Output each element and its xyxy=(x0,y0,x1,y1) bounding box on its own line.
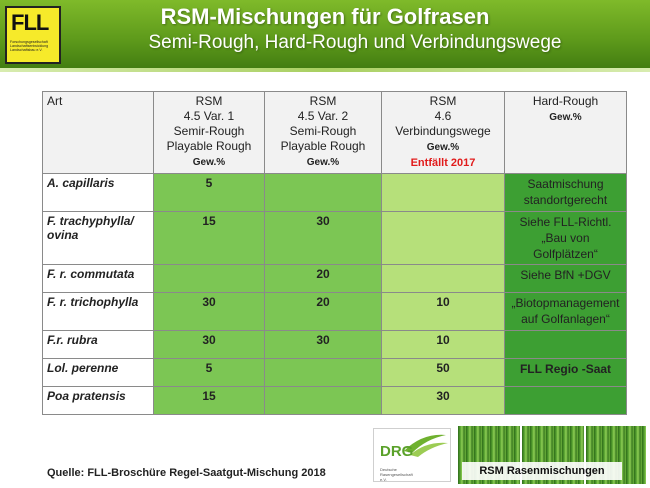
table-row xyxy=(43,265,627,293)
column-header-art: Art xyxy=(43,92,154,174)
species-name: F. r. trichophylla xyxy=(43,293,154,331)
value-cell: 5 xyxy=(154,174,265,212)
table-header-row xyxy=(43,92,627,174)
column-header-hard-rough: Hard-Rough Gew.% xyxy=(505,92,627,174)
column-header-rsm-4-5-var-2: RSM 4.5 Var. 2 Semi-Rough Playable Rough Gew.% xyxy=(265,92,382,174)
value-cell: 20 xyxy=(265,293,382,331)
hard-rough-cell: FLL Regio -Saat xyxy=(505,359,627,387)
table-row xyxy=(43,174,627,212)
value-cell xyxy=(154,265,265,293)
value-cell: 50 xyxy=(382,359,505,387)
drg-logo-text: Deutsche Rasengesellschaft e.V. xyxy=(380,467,413,482)
value-cell xyxy=(265,387,382,415)
drg-logo xyxy=(373,428,451,482)
value-cell: 10 xyxy=(382,293,505,331)
value-cell: 10 xyxy=(382,331,505,359)
value-cell xyxy=(265,359,382,387)
value-cell xyxy=(382,265,505,293)
table-row xyxy=(43,212,627,265)
fll-logo-mark: FLL xyxy=(11,10,49,35)
table-row xyxy=(43,331,627,359)
value-cell: 30 xyxy=(154,293,265,331)
page-title: RSM-Mischungen für Golfrasen xyxy=(160,4,490,29)
value-cell: 20 xyxy=(265,265,382,293)
species-name: F. trachyphylla/ ovina xyxy=(43,212,154,265)
mixture-table xyxy=(42,91,627,415)
species-name: Poa pratensis xyxy=(43,387,154,415)
column-header-rsm-4-6: RSM 4.6 Verbindungswege Gew.% Entfällt 2017 xyxy=(382,92,505,174)
value-cell: 30 xyxy=(382,387,505,415)
page-subtitle: Semi-Rough, Hard-Rough und Verbindungswege xyxy=(148,32,562,53)
source-citation: Quelle: FLL-Broschüre Regel-Saatgut-Mischung 2018 xyxy=(47,467,326,479)
header-banner xyxy=(0,0,650,72)
value-cell: 15 xyxy=(154,212,265,265)
grass-caption: RSM Rasenmischungen xyxy=(462,462,622,480)
hard-rough-cell xyxy=(505,387,627,415)
species-name: Lol. perenne xyxy=(43,359,154,387)
table-row xyxy=(43,293,627,331)
value-cell: 30 xyxy=(265,331,382,359)
hard-rough-cell: „Biotopmanagement auf Golfanlagen“ xyxy=(505,293,627,331)
fll-logo-text: Forschungsgesellschaft Landschaftsentwicklung Landschaftsbau e.V. xyxy=(10,40,49,53)
hard-rough-cell: Siehe BfN +DGV xyxy=(505,265,627,293)
value-cell: 30 xyxy=(154,331,265,359)
column-header-rsm-4-5-var-1: RSM 4.5 Var. 1 Semir-Rough Playable Rough Gew.% xyxy=(154,92,265,174)
species-name: F.r. rubra xyxy=(43,331,154,359)
species-name: A. capillaris xyxy=(43,174,154,212)
discontinued-note: Entfällt 2017 xyxy=(410,157,476,169)
value-cell xyxy=(265,174,382,212)
species-name: F. r. commutata xyxy=(43,265,154,293)
table-row xyxy=(43,359,627,387)
value-cell: 30 xyxy=(265,212,382,265)
hard-rough-cell xyxy=(505,331,627,359)
hard-rough-cell: Saatmischung standortgerecht xyxy=(505,174,627,212)
value-cell xyxy=(382,174,505,212)
value-cell: 15 xyxy=(154,387,265,415)
drg-logo-letters: DRG xyxy=(380,443,414,460)
hard-rough-cell: Siehe FLL-Richtl. „Bau von Golfplätzen“ xyxy=(505,212,627,265)
value-cell xyxy=(382,212,505,265)
value-cell: 5 xyxy=(154,359,265,387)
table-row xyxy=(43,387,627,415)
